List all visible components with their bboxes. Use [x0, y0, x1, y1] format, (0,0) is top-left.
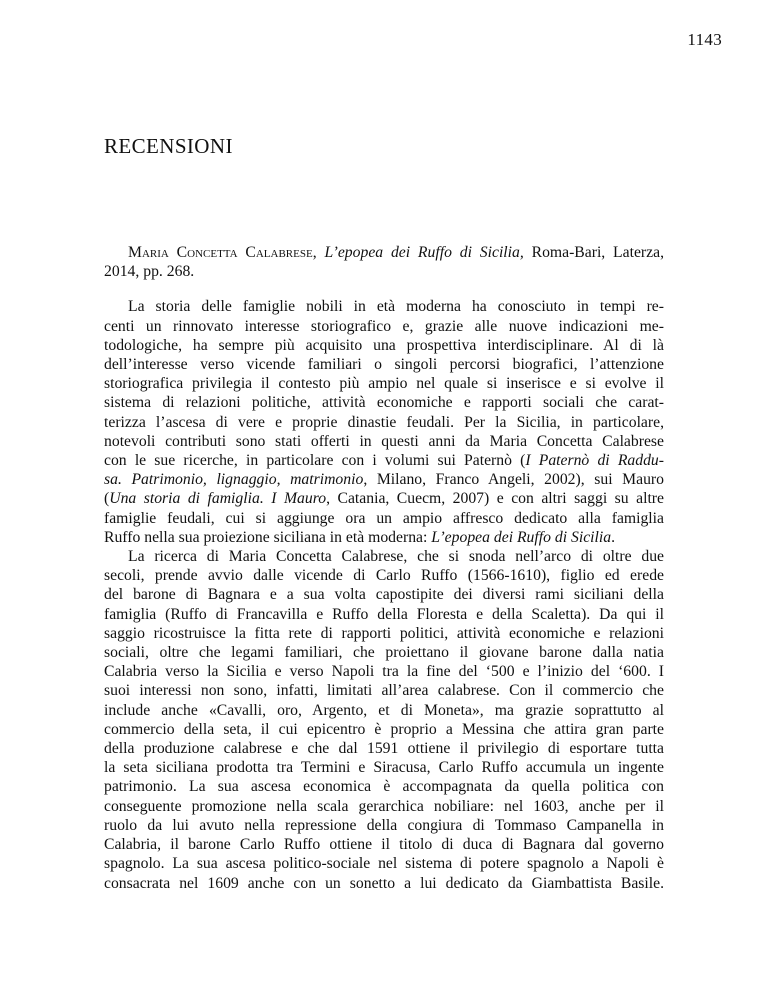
paragraph-1	[104, 297, 664, 547]
text-line: Calabria verso la Sicilia e verso Napoli tra la fine del ‘500 e l’inizio del ‘600. I	[104, 663, 664, 681]
text-line	[104, 470, 664, 489]
text-segment: Ruffo nella sua proiezione siciliana in età moderna:	[104, 528, 432, 546]
text-line: conseguente promozione nella scala gerarchica nobiliare: nel 1603, anche per il	[104, 797, 664, 815]
text-line: spagnolo. La sua ascesa politico-sociale nel sistema di potere spagnolo a Napoli è	[104, 855, 664, 873]
text-line: Calabria, il barone Carlo Ruffo ottiene il titolo di duca di Bagnara dal governo	[104, 836, 664, 854]
italic-title: L’epopea dei Ruffo di Sicilia	[431, 528, 612, 546]
review-citation: Maria Concetta Calabrese, L’epopea dei Ruffo di Sicilia, Roma-Bari, Laterza, 2014, pp. 268.	[104, 244, 664, 281]
text-line: famiglia (Ruffo di Francavilla e Ruffo della Floresta e della Scaletta). Da qui il	[104, 605, 664, 623]
text-line	[104, 489, 664, 508]
paragraph-2	[104, 547, 664, 893]
text-line: La ricerca di Maria Concetta Calabrese, che si snoda nell’arco di oltre due	[128, 548, 664, 566]
text-line: dell’interesse verso vicende familiari o singoli percorsi biografici, l’attenzione	[104, 356, 664, 374]
text-line	[104, 451, 664, 470]
review-body	[104, 243, 664, 893]
text-line: secoli, prende avvio dalle vicende di Carlo Ruffo (1566-1610), figlio ed erede	[104, 567, 664, 585]
text-line: la seta siciliana prodotta tra Termini e Siracusa, Carlo Ruffo accumula un ingente	[104, 759, 664, 777]
text-line: saggio ricostruisce la fitta rete di rapporti politici, attività economiche e relazioni	[104, 624, 664, 642]
italic-title: sa. Patrimonio, lignaggio, matrimonio	[104, 471, 364, 489]
text-line: del barone di Bagnara e a sua volta capostipite dei diversi rami siciliani della	[104, 586, 664, 604]
text-segment: .	[611, 528, 616, 546]
text-line: storiografica privilegia il contesto più ampio nel quale si inserisce e si evolve il	[104, 375, 664, 393]
text-line: famiglie feudali, cui si aggiunge ora un ampio affresco dedicato alla famiglia	[104, 509, 664, 527]
text-line: terizza l’ascesa di vere e proprie dinastie feudali. Per la Sicilia, in particolare,	[104, 413, 664, 431]
text-line	[104, 528, 664, 547]
text-line: todologiche, ha sempre più acquisito una prospettiva interdisciplinare. Al di là	[104, 336, 664, 354]
publication-info: Roma-Bari, Laterza, 2014, pp. 268.	[104, 244, 664, 281]
text-line: notevoli contributi sono stati offerti in questi anni da Maria Concetta Calabrese	[104, 432, 664, 450]
text-segment: , Milano, Franco Angeli, 2002), sui Mauro	[363, 471, 664, 489]
text-segment: (	[104, 490, 110, 508]
text-line: sistema di relazioni politiche, attività economiche e rapporti sociali che carat-	[104, 394, 664, 412]
page-number: 1143	[687, 30, 722, 49]
text-line: ruolo da lui avuto nella repressione della congiura di Tommaso Campanella in	[104, 816, 664, 834]
review-author: Maria Concetta Calabrese	[128, 244, 313, 261]
italic-title: Una storia di famiglia. I Mauro	[109, 490, 327, 508]
italic-title: I Paternò di Raddu-	[525, 452, 664, 470]
text-line: patrimonio. La sua ascesa economica è accompagnata da quella politica con	[104, 778, 664, 796]
text-line: consacrata nel 1609 anche con un sonetto a lui dedicato da Giambattista Basile.	[104, 874, 664, 892]
text-line: centi un rinnovato interesse storiografico e, grazie alle nuove indicazioni me-	[104, 317, 664, 335]
text-line: della produzione calabrese e che dal 1591 ottiene il privilegio di esportare tutta	[104, 740, 664, 758]
text-segment: , Catania, Cuecm, 2007) e con altri saggi su altre	[326, 490, 664, 508]
text-line: suoi interessi non sono, infatti, limitati all’area calabrese. Con il commercio che	[104, 682, 664, 700]
text-line: La storia delle famiglie nobili in età moderna ha conosciuto in tempi re-	[128, 298, 664, 316]
text-line: include anche «Cavalli, oro, Argento, et di Moneta», ma grazie soprattutto al	[104, 701, 664, 719]
text-line: sociali, oltre che legami familiari, che proiettano il giovane barone dalla natia	[104, 644, 664, 662]
book-title: L’epopea dei Ruffo di Sicilia,	[324, 244, 524, 261]
section-title: RECENSIONI	[104, 134, 233, 158]
text-segment: con le sue ricerche, in particolare con i volumi sui Paternò (	[104, 452, 526, 470]
text-line: commercio della seta, il cui epicentro è proprio a Messina che attira gran parte	[104, 720, 664, 738]
